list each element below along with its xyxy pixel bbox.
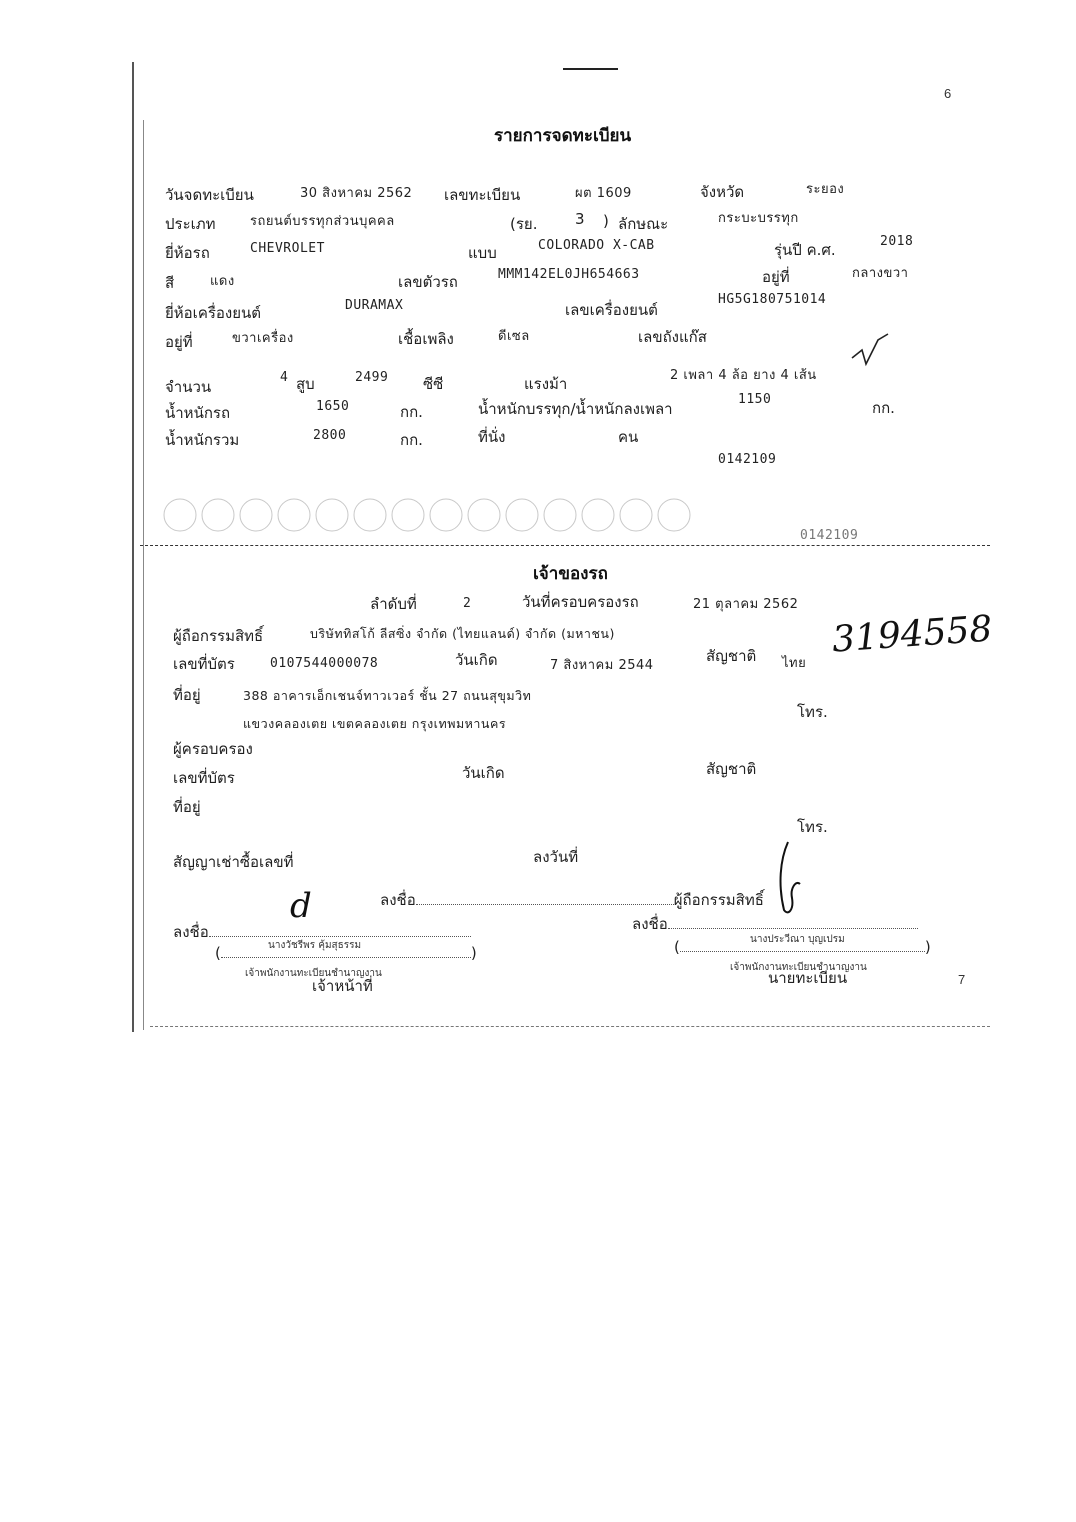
plate-value: ผต 1609 [575, 186, 632, 201]
province-value: ระยอง [806, 182, 845, 197]
fuel-label: เชื้อเพลิง [398, 330, 454, 348]
dob-label: วันเกิด [455, 651, 498, 669]
model-label: แบบ [468, 244, 497, 262]
top-mark [563, 68, 618, 70]
reg-date-label: วันจดทะเบียน [165, 186, 254, 204]
load-value: 1150 [738, 392, 772, 407]
tel-label: โทร. [797, 703, 828, 721]
kg-unit-2: กก. [872, 399, 895, 417]
chassis-value: MMM142EL0JH654663 [498, 267, 640, 282]
total-weight-value: 2800 [313, 428, 347, 443]
left-paren-line: ( ) [215, 944, 477, 962]
hp-label: แรงม้า [524, 375, 568, 393]
holder-sign-suffix: ผู้ถือกรรมสิทธิ์ [673, 891, 764, 909]
right-official-name: นางประวีณา บุญเปรม [750, 934, 845, 945]
chassis-loc-label: อยู่ที่ [762, 268, 790, 286]
right-paren-line: ( ) [674, 938, 931, 956]
seats-label: ที่นั่ง [478, 428, 506, 446]
possessor-tel-label: โทร. [797, 818, 828, 836]
plate-label: เลขทะเบียน [444, 186, 521, 204]
gas-tank-label: เลขถังแก๊ส [638, 328, 707, 346]
type-label: ประเภท [165, 215, 216, 233]
type-code-open: (รย. [510, 215, 538, 233]
nationality-label: สัญชาติ [706, 647, 757, 665]
nationality-value: ไทย [782, 656, 807, 671]
possess-date-value: 21 ตุลาคม 2562 [693, 597, 799, 612]
chassis-loc-value: กลางขวา [852, 266, 909, 281]
right-official-position: เจ้าพนักงานทะเบียนชำนาญงาน [730, 962, 867, 973]
engine-loc-value: ขวาเครื่อง [232, 331, 294, 346]
cc-value: 2499 [355, 370, 389, 385]
right-official-role: นายทะเบียน [768, 969, 848, 987]
year-value: 2018 [880, 234, 914, 249]
type-value: รถยนต์บรรทุกส่วนบุคคล [250, 214, 395, 229]
type-code-num: 3 [575, 210, 585, 228]
axle-text: 2 เพลา 4 ล้อ ยาง 4 เส้น [670, 368, 817, 383]
qty-label: จำนวน [165, 378, 212, 396]
doc-number: 0142109 [718, 452, 777, 467]
right-sign-line [668, 928, 918, 929]
possessor-address-label: ที่อยู่ [173, 798, 201, 816]
owner-section-title: เจ้าของรถ [533, 564, 608, 584]
cc-unit: ซีซี [423, 375, 444, 393]
handwritten-number: 3194558 [830, 608, 994, 661]
holder-sign-label [380, 888, 764, 912]
holder-sign-text: ลงชื่อ [380, 891, 416, 909]
holder-sign-line [416, 904, 674, 905]
kg-unit-1: กก. [400, 403, 423, 421]
page-number-top: 6 [944, 86, 952, 101]
bottom-divider [150, 1026, 990, 1027]
possessor-nation-label: สัญชาติ [706, 760, 757, 778]
type-code-close: ) [603, 212, 609, 230]
contract-label: สัญญาเช่าซื้อเลขที่ [173, 853, 294, 871]
left-official-name: นางวัชรีพร คุ้มสุธรรม [268, 940, 362, 951]
right-sign-text: ลงชื่อ [632, 915, 668, 933]
engine-brand-value: DURAMAX [345, 298, 404, 313]
weight-value: 1650 [316, 399, 350, 414]
holder-value: บริษัททิสโก้ ลีสซิ่ง จำกัด (ไทยแลนด์) จำกัด (มหาชน) [310, 626, 615, 641]
possessor-label: ผู้ครอบครอง [173, 740, 253, 758]
seats-unit: คน [618, 428, 639, 446]
doc-number-faint: 0142109 [800, 528, 859, 543]
address-line-1: 388 อาคารเอ็กเชนจ์ทาวเวอร์ ชั้น 27 ถนนสุขุมวิท [243, 688, 532, 703]
total-weight-label: น้ำหนักรวม [165, 431, 240, 449]
weight-label: น้ำหนักรถ [165, 404, 231, 422]
left-sign-text: ลงชื่อ [173, 923, 209, 941]
left-official-role: เจ้าหน้าที่ [312, 977, 373, 995]
possessor-id-label: เลขที่บัตร [173, 769, 235, 787]
page-number-bottom: 7 [958, 972, 966, 987]
id-value: 0107544000078 [270, 656, 379, 671]
engine-no-value: HG5G180751014 [718, 292, 827, 307]
possessor-dob-label: วันเกิด [462, 764, 505, 782]
engine-no-label: เลขเครื่องยนต์ [565, 301, 658, 319]
model-value: COLORADO X-CAB [538, 238, 655, 253]
dob-value: 7 สิงหาคม 2544 [550, 658, 654, 673]
sign-date-label: ลงวันที่ [533, 848, 579, 866]
style-value: กระบะบรรทุก [718, 211, 799, 226]
brand-value: CHEVROLET [250, 241, 325, 256]
left-border-line [132, 62, 134, 1032]
cyl-unit: สูบ [296, 375, 315, 393]
fuel-value: ดีเซล [498, 329, 530, 344]
check-mark-stroke [848, 330, 898, 380]
kg-unit-3: กก. [400, 431, 423, 449]
seq-value: 2 [463, 596, 472, 611]
style-label: ลักษณะ [618, 215, 669, 233]
year-label: รุ่นปี ค.ศ. [774, 241, 836, 259]
engine-brand-label: ยี่ห้อเครื่องยนต์ [165, 304, 262, 322]
id-label: เลขที่บัตร [173, 655, 235, 673]
load-label: น้ำหนักบรรทุก/น้ำหนักลงเพลา [478, 400, 673, 418]
page-title: รายการจดทะเบียน [494, 126, 632, 146]
cyl-value: 4 [280, 370, 289, 385]
possess-date-label: วันที่ครอบครองรถ [522, 593, 639, 611]
left-border-line-inner [143, 120, 144, 1030]
engine-loc-label: อยู่ที่ [165, 333, 193, 351]
section-divider [140, 545, 990, 546]
seq-label: ลำดับที่ [370, 595, 417, 613]
handwritten-initial: d [290, 886, 312, 926]
left-sign-line [209, 936, 471, 937]
holder-signature [770, 840, 810, 920]
brand-label: ยี่ห้อรถ [165, 244, 210, 262]
chassis-label: เลขตัวรถ [398, 273, 458, 291]
left-official-position: เจ้าพนักงานทะเบียนชำนาญงาน [245, 968, 382, 979]
address-label: ที่อยู่ [173, 686, 201, 704]
color-label: สี [165, 274, 175, 292]
province-label: จังหวัด [700, 183, 745, 201]
reg-date-value: 30 สิงหาคม 2562 [300, 186, 413, 201]
color-value: แดง [210, 274, 235, 289]
holder-label: ผู้ถือกรรมสิทธิ์ [173, 627, 264, 645]
address-line-2: แขวงคลองเตย เขตคลองเตย กรุงเทพมหานคร [243, 716, 507, 731]
